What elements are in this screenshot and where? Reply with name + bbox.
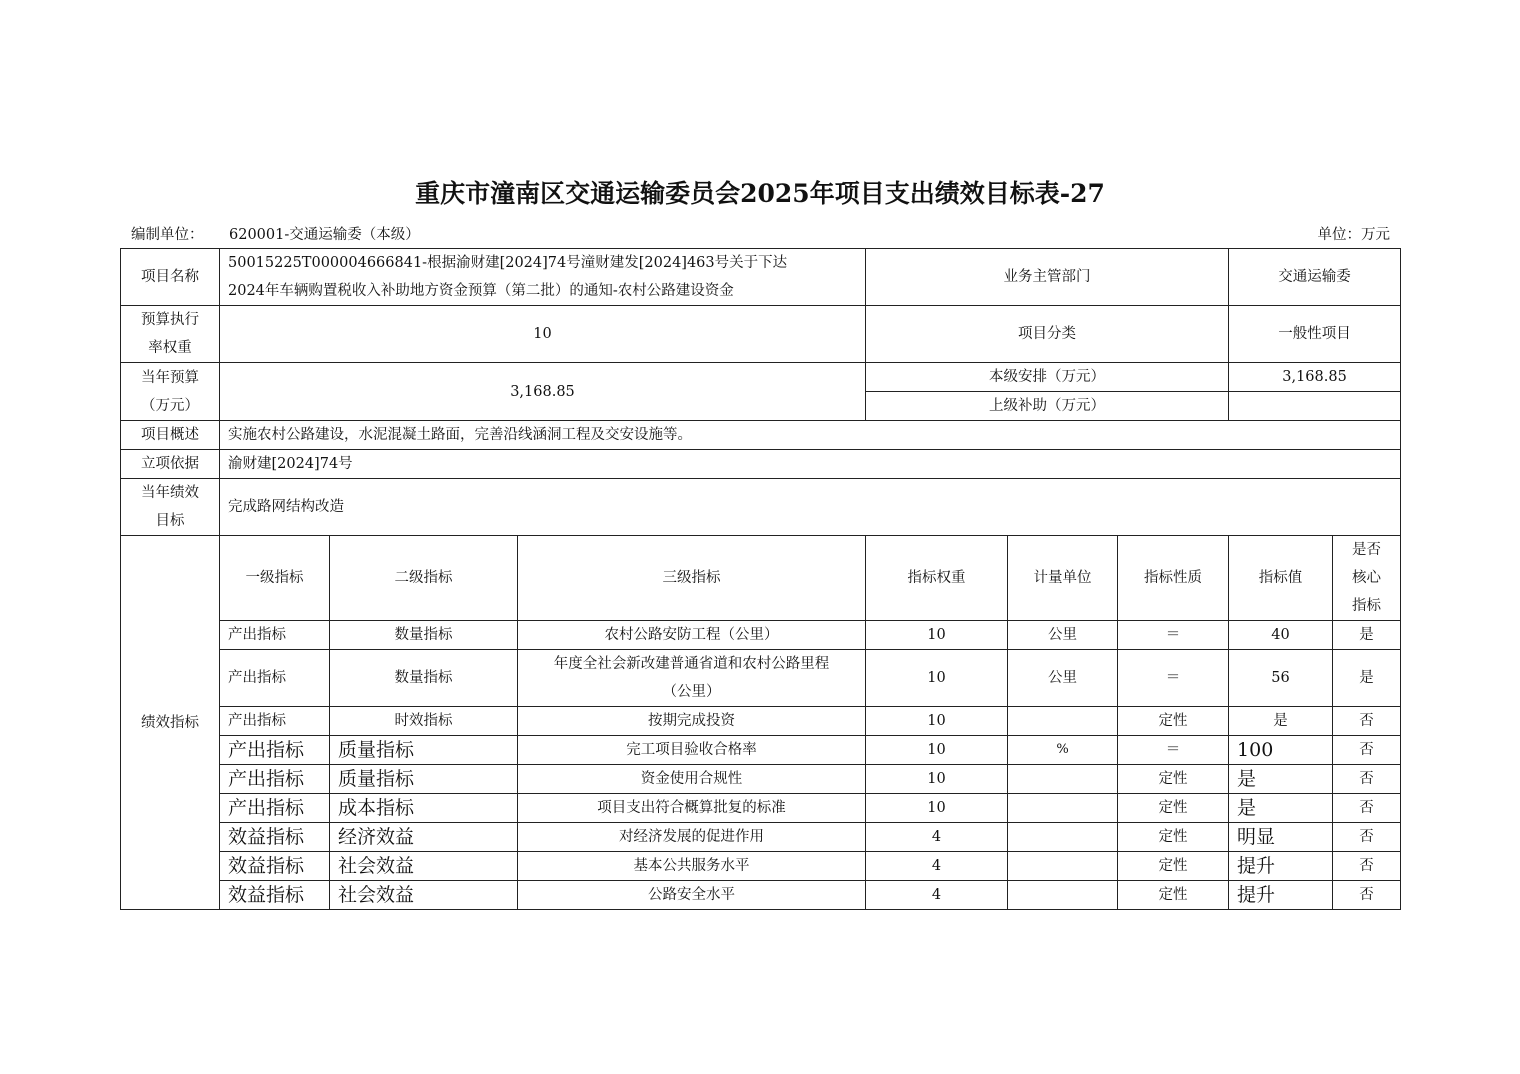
row-weight: 10	[866, 650, 1008, 707]
upper-label: 上级补助（万元）	[866, 392, 1229, 421]
row-level3-line-2: （公里）	[662, 684, 721, 700]
header-nature: 指标性质	[1118, 536, 1229, 621]
header-level1: 一级指标	[220, 536, 330, 621]
local-value: 3,168.85	[1229, 363, 1401, 392]
overview-label: 项目概述	[121, 421, 220, 450]
row-level3: 资金使用合规性	[518, 765, 866, 794]
performance-table	[120, 248, 1401, 910]
row-weight: 4	[866, 823, 1008, 852]
dept-label: 业务主管部门	[866, 249, 1229, 306]
header-core	[1333, 536, 1401, 621]
row-core: 否	[1333, 823, 1401, 852]
goal-label-line-2: 目标	[155, 513, 185, 529]
table-row	[121, 823, 1401, 852]
budget-label-line-1: 当年预算	[141, 369, 199, 386]
row-level2: 经济效益	[330, 823, 518, 852]
row-level1: 产出指标	[220, 707, 330, 736]
header-core-line-2: 核心	[1352, 570, 1382, 586]
project-name-label: 项目名称	[121, 249, 220, 306]
goal-value: 完成路网结构改造	[220, 479, 1401, 536]
row-unit	[1008, 823, 1118, 852]
basis-label: 立项依据	[121, 450, 220, 479]
basis-value: 渝财建[2024]74号	[220, 450, 1401, 479]
row-value: 100	[1229, 736, 1333, 765]
row-level3: 农村公路安防工程（公里）	[518, 621, 866, 650]
row-nature: 定性	[1118, 794, 1229, 823]
weight-label-line-1: 预算执行	[141, 312, 199, 328]
row-value: 提升	[1229, 852, 1333, 881]
header-value: 指标值	[1229, 536, 1333, 621]
row-unit	[1008, 707, 1118, 736]
row-level1: 效益指标	[220, 852, 330, 881]
row-value: 是	[1229, 765, 1333, 794]
indicator-header-row	[121, 536, 1401, 621]
row-level3: 项目支出符合概算批复的标准	[518, 794, 866, 823]
row-core: 否	[1333, 852, 1401, 881]
header-weight: 指标权重	[866, 536, 1008, 621]
row-unit: %	[1008, 736, 1118, 765]
table-row	[121, 765, 1401, 794]
weight-label-line-2: 率权重	[148, 340, 192, 356]
category-label: 项目分类	[866, 306, 1229, 363]
row-unit	[1008, 794, 1118, 823]
row-nature: 定性	[1118, 881, 1229, 910]
local-label: 本级安排（万元）	[866, 363, 1229, 392]
row-weight: 10	[866, 707, 1008, 736]
weight-row	[121, 306, 1401, 363]
row-level1: 产出指标	[220, 650, 330, 707]
row-core: 否	[1333, 881, 1401, 910]
goal-label	[121, 479, 220, 536]
row-nature: 定性	[1118, 707, 1229, 736]
row-nature: 定性	[1118, 823, 1229, 852]
project-name-row	[121, 249, 1401, 306]
row-nature: 定性	[1118, 852, 1229, 881]
row-level2: 社会效益	[330, 881, 518, 910]
project-name-value	[220, 249, 866, 306]
row-value: 是	[1229, 794, 1333, 823]
row-core: 否	[1333, 765, 1401, 794]
row-level3-line-1: 年度全社会新改建普通省道和农村公路里程	[553, 656, 830, 672]
row-weight: 10	[866, 765, 1008, 794]
row-level3: 按期完成投资	[518, 707, 866, 736]
compiling-unit-label: 编制单位：	[131, 227, 204, 243]
row-unit	[1008, 765, 1118, 794]
upper-value	[1229, 392, 1401, 421]
row-weight: 10	[866, 621, 1008, 650]
basis-row	[121, 450, 1401, 479]
row-level3: 公路安全水平	[518, 881, 866, 910]
row-weight: 4	[866, 852, 1008, 881]
category-value: 一般性项目	[1229, 306, 1401, 363]
row-level2: 社会效益	[330, 852, 518, 881]
table-row	[121, 852, 1401, 881]
row-level3	[518, 650, 866, 707]
row-unit: 公里	[1008, 621, 1118, 650]
row-value: 56	[1229, 650, 1333, 707]
goal-label-line-1: 当年绩效	[141, 485, 199, 501]
row-core: 是	[1333, 621, 1401, 650]
row-nature: 定性	[1118, 765, 1229, 794]
row-level2: 质量指标	[330, 765, 518, 794]
table-row	[121, 707, 1401, 736]
header-level2: 二级指标	[330, 536, 518, 621]
budget-row-1	[121, 363, 1401, 392]
weight-value: 10	[220, 306, 866, 363]
table-row	[121, 650, 1401, 707]
currency-unit: 单位：万元	[1317, 227, 1390, 243]
row-level1: 产出指标	[220, 736, 330, 765]
budget-label-line-2: （万元）	[141, 397, 199, 414]
row-weight: 4	[866, 881, 1008, 910]
table-row	[121, 881, 1401, 910]
row-weight: 10	[866, 736, 1008, 765]
weight-label	[121, 306, 220, 363]
table-row	[121, 794, 1401, 823]
dept-value: 交通运输委	[1229, 249, 1401, 306]
compiling-unit-value: 620001-交通运输委（本级）	[229, 227, 420, 243]
project-name-line-1: 50015225T000004666841-根据渝财建[2024]74号潼财建发[2024]463号关于下达	[228, 255, 788, 271]
row-level1: 效益指标	[220, 823, 330, 852]
header-core-line-3: 指标	[1352, 598, 1382, 614]
row-value: 是	[1229, 707, 1333, 736]
table-row	[121, 736, 1401, 765]
row-level3: 对经济发展的促进作用	[518, 823, 866, 852]
compiling-unit	[131, 223, 420, 244]
indicator-section-label: 绩效指标	[121, 536, 220, 910]
budget-value: 3,168.85	[220, 363, 866, 421]
row-level1: 产出指标	[220, 621, 330, 650]
page-title: 重庆市潼南区交通运输委员会2025年项目支出绩效目标表-27	[415, 179, 1105, 208]
row-level2: 时效指标	[330, 707, 518, 736]
table-row	[121, 621, 1401, 650]
row-nature: ＝	[1118, 736, 1229, 765]
row-level1: 产出指标	[220, 794, 330, 823]
header-unit: 计量单位	[1008, 536, 1118, 621]
header-core-line-1: 是否	[1352, 542, 1382, 558]
overview-row	[121, 421, 1401, 450]
row-level2: 数量指标	[330, 650, 518, 707]
row-unit: 公里	[1008, 650, 1118, 707]
row-nature: ＝	[1118, 621, 1229, 650]
row-unit	[1008, 881, 1118, 910]
row-level3: 基本公共服务水平	[518, 852, 866, 881]
goal-row	[121, 479, 1401, 536]
row-value: 提升	[1229, 881, 1333, 910]
overview-value: 实施农村公路建设，水泥混凝土路面，完善沿线涵洞工程及交安设施等。	[220, 421, 1401, 450]
row-unit	[1008, 852, 1118, 881]
row-nature: ＝	[1118, 650, 1229, 707]
row-value: 40	[1229, 621, 1333, 650]
row-level1: 效益指标	[220, 881, 330, 910]
row-core: 否	[1333, 736, 1401, 765]
header-level3: 三级指标	[518, 536, 866, 621]
row-level2: 质量指标	[330, 736, 518, 765]
row-level1: 产出指标	[220, 765, 330, 794]
row-level2: 成本指标	[330, 794, 518, 823]
row-core: 是	[1333, 650, 1401, 707]
row-core: 否	[1333, 707, 1401, 736]
row-core: 否	[1333, 794, 1401, 823]
project-name-line-2: 2024年车辆购置税收入补助地方资金预算（第二批）的通知-农村公路建设资金	[228, 283, 734, 299]
row-value: 明显	[1229, 823, 1333, 852]
row-level3: 完工项目验收合格率	[518, 736, 866, 765]
budget-label	[121, 363, 220, 421]
row-level2: 数量指标	[330, 621, 518, 650]
row-weight: 10	[866, 794, 1008, 823]
